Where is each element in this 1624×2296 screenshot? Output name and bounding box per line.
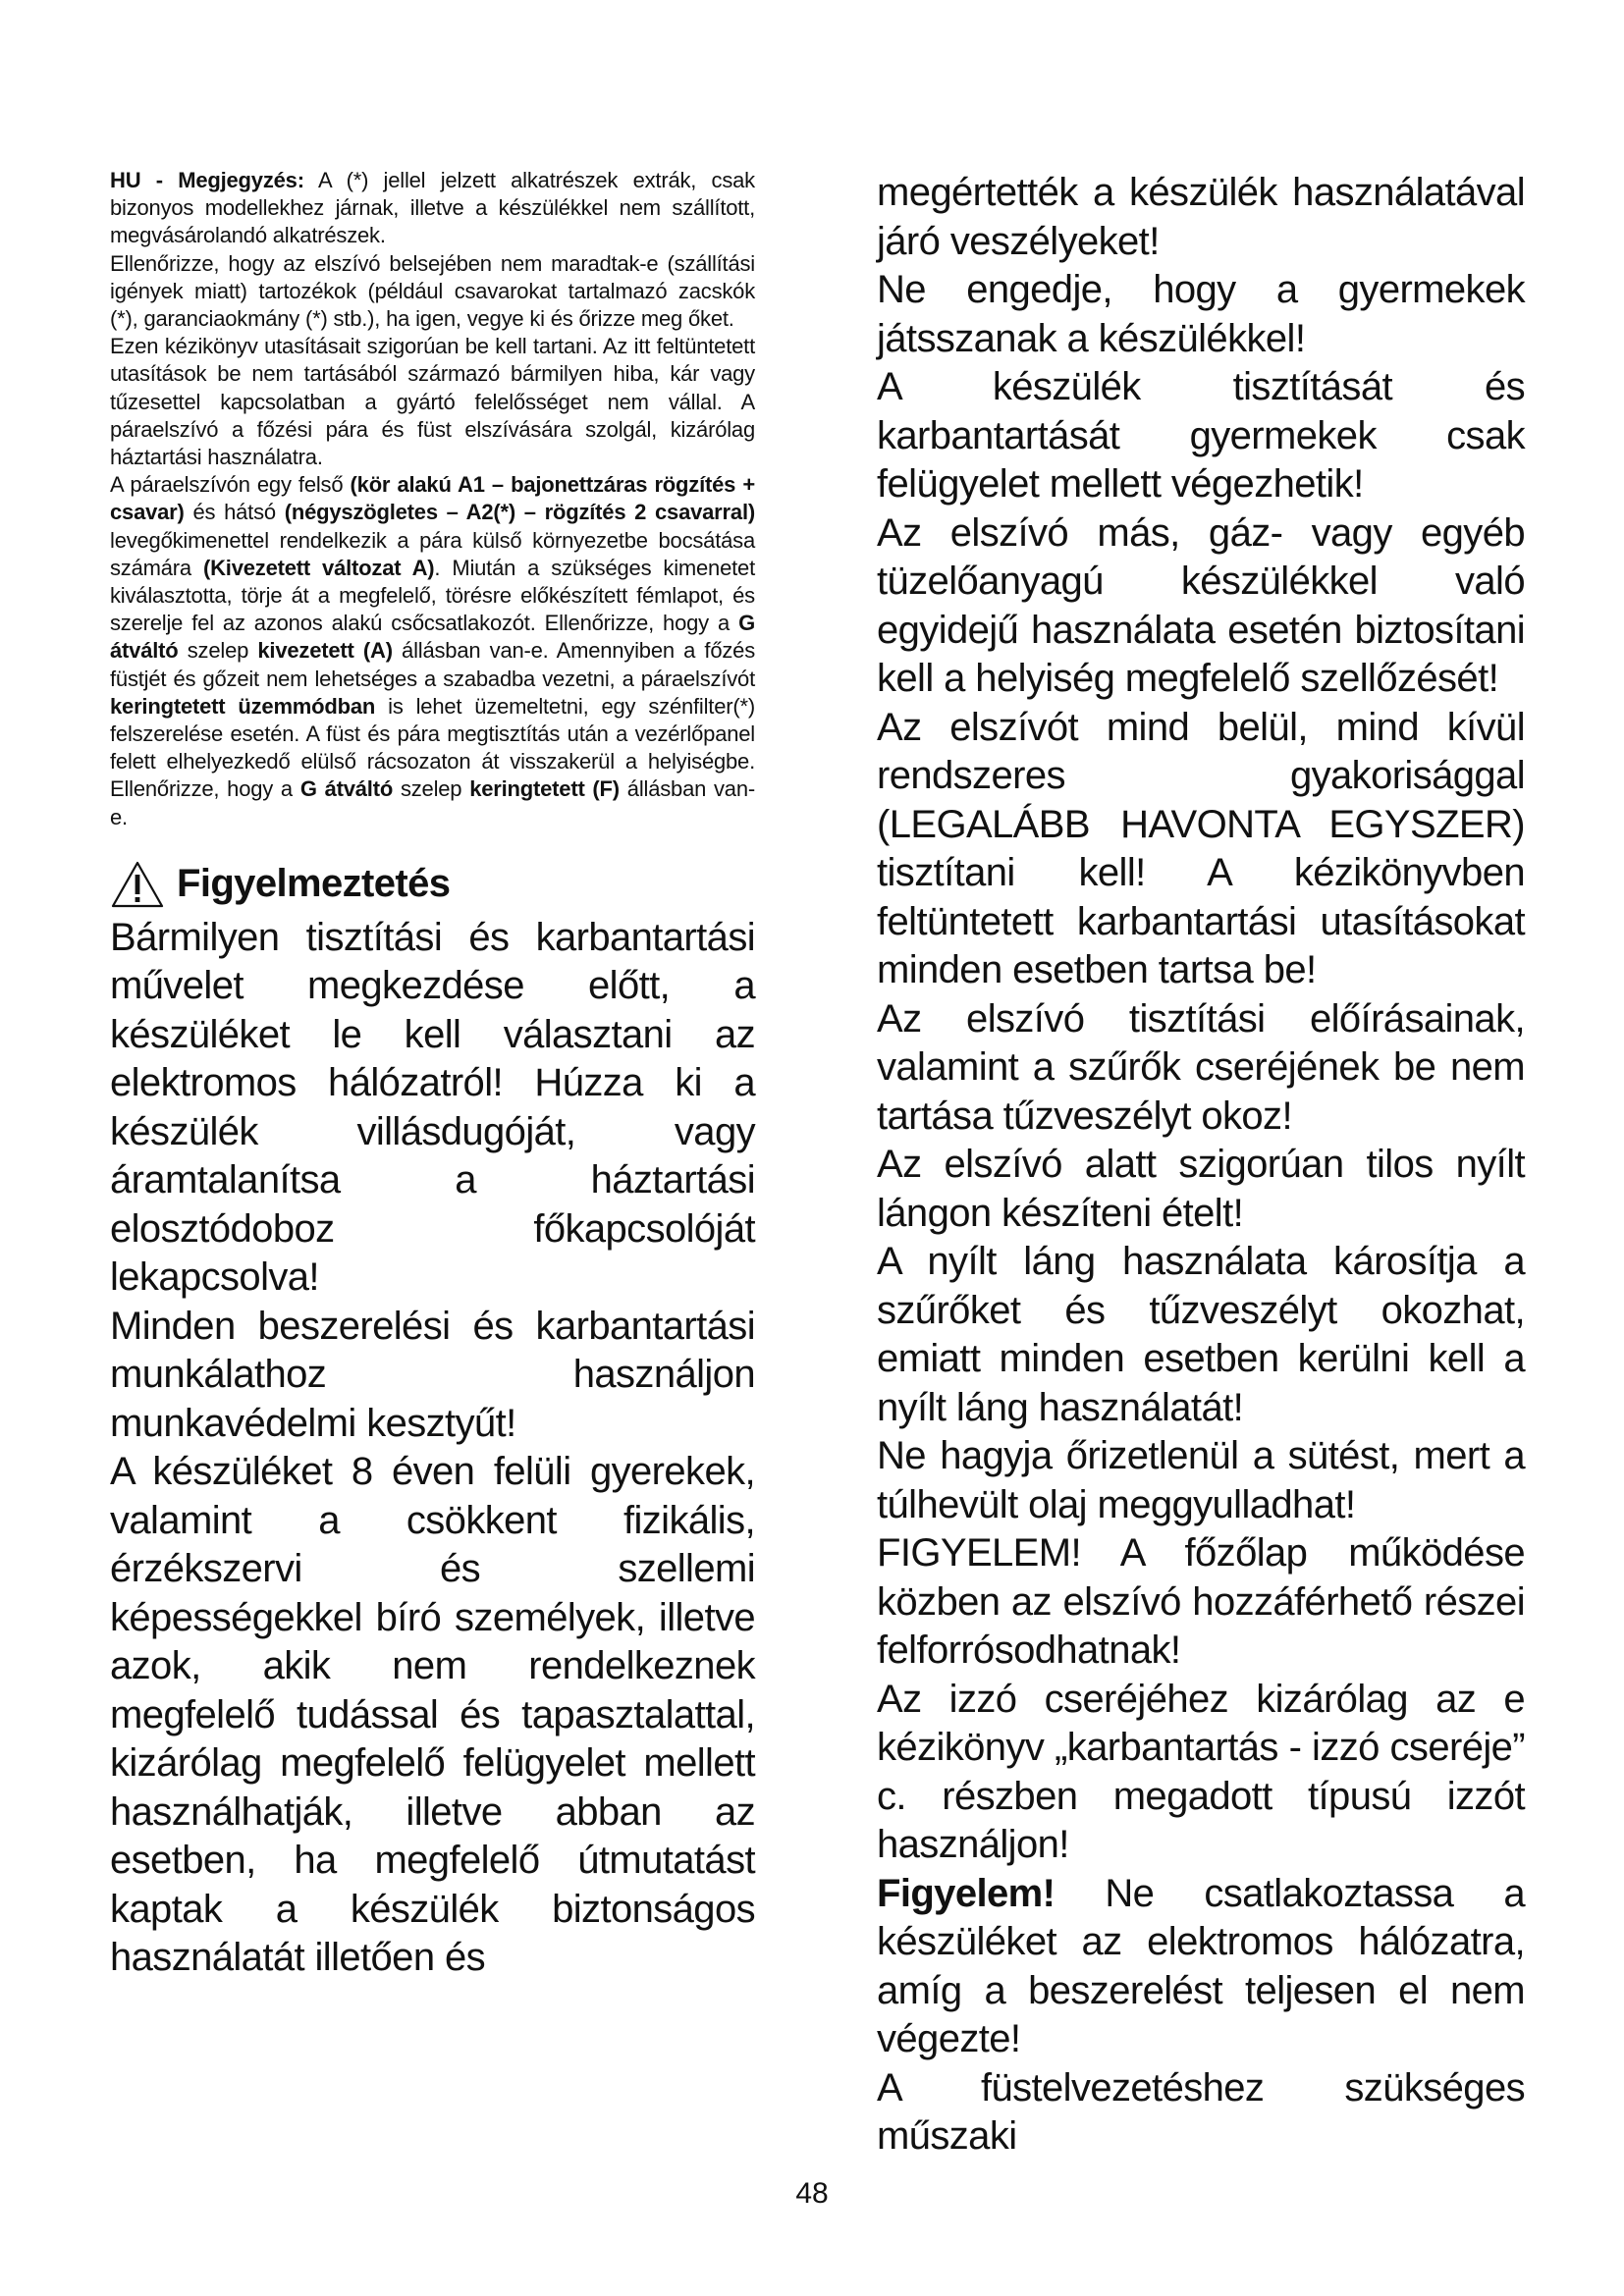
safety-paragraph: FIGYELEM! A főzőlap működése közben az elszívó hozzáférhető részei felforrósodhatnak! — [877, 1531, 1525, 1672]
warning-paragraph: A készüléket 8 éven felüli gyerekek, valamint a csökkent fizikális, érzékszervi és szellemi képességekkel bíró személyek, illetve azok, akik nem rendelkeznek megfelelő tudással és tapasztalattal, kizárólag megfelelő felügyelet mellett használhatják, illetve abban az esetben, ha megfelelő útmutatást kaptak a készülék biztonságos használatát illetően és — [110, 1450, 755, 1980]
page-number: 48 — [795, 2177, 829, 2210]
safety-paragraph: A készülék tisztítását és karbantartását gyermekek csak felügyelet mellett végezhetik! — [877, 365, 1525, 506]
vent-paragraph: A páraelszívón egy felső (kör alakú A1 – bajonettzáras rögzítés + csavar) és hátsó (négyszögletes – A2(*) – rögzítés 2 csavarral) levegőkimenettel rendelkezik a pára külső környezetbe bocsátása számára (Kivezetett változat A). Miután a szükséges kimenetet kiválasztotta, törje át a megfelelő, törésre előkészített fémlapot, és szerelje fel az azonos alakú csőcsatlakozót. Ellenőrizze, hogy a G átváltó szelep kivezetett (A) állásban van-e. Amennyiben a főzés füstjét és gőzeit nem lehetséges a szabadba vezetni, a páraelszívót keringtetett üzemmódban is lehet üzemeltetni, egy szénfilter(*) felszerelése esetén. A füst és pára megtisztítás után a vezérlőpanel felett elhelyezkedő elülső rácsozaton át visszakerül a helyiségbe. Ellenőrizze, hogy a G átváltó szelep keringtetett (F) állásban van-e. — [110, 472, 755, 829]
note-paragraph: HU - Megjegyzés: A (*) jellel jelzett alkatrészek extrák, csak bizonyos modellekhez járnak, illetve a készülékkel nem szállított, megvásárolandó alkatrészek. — [110, 168, 755, 248]
warning-paragraph: Bármilyen tisztítási és karbantartási művelet megkezdése előtt, a készüléket le kell választani az elektromos hálózatról! Húzza ki a készülék villásdugóját, vagy áramtalanítsa a háztartási elosztódoboz főkapcsolóját lekapcsolva! — [110, 915, 755, 1300]
safety-paragraph: megértették a készülék használatával járó veszélyeket! — [877, 171, 1525, 263]
warning-paragraph: Minden beszerelési és karbantartási munkálathoz használjon munkavédelmi kesztyűt! — [110, 1304, 755, 1445]
warning-triangle-icon — [110, 860, 165, 909]
right-column — [877, 169, 1525, 2162]
safety-paragraph: Ne engedje, hogy a gyermekek játsszanak a készülékkel! — [877, 268, 1525, 360]
safety-paragraph: Az elszívót mind belül, mind kívül rendszeres gyakorisággal (LEGALÁBB HAVONTA EGYSZER) tisztítani kell! A kézikönyvben feltüntetett karbantartási utasításokat minden esetben tartsa be! — [877, 705, 1525, 991]
safety-paragraph: Ne hagyja őrizetlenül a sütést, mert a túlhevült olaj meggyulladhat! — [877, 1434, 1525, 1526]
safety-paragraph: Az elszívó alatt szigorúan tilos nyílt lángon készíteni ételt! — [877, 1143, 1525, 1235]
warning-section — [110, 914, 755, 1983]
attention-label: Figyelem! — [877, 1871, 1056, 1915]
safety-paragraph: Az elszívó más, gáz- vagy egyéb tüzelőanyagú készülékkel való egyidejű használata esetén biztosítani kell a helyiség megfelelő szellőzését! — [877, 510, 1525, 700]
note-label: HU - Megjegyzés: — [110, 168, 304, 192]
left-column — [110, 167, 755, 1983]
safety-paragraph: Az elszívó tisztítási előírásainak, valamint a szűrők cseréjének be nem tartása tűzveszélyt okoz! — [877, 996, 1525, 1138]
notes-section — [110, 167, 755, 831]
safety-paragraph: A nyílt láng használata károsítja a szűrőket és tűzveszélyt okozhat, emiatt minden esetben kerülni kell a nyílt láng használatát! — [877, 1240, 1525, 1429]
note-paragraph: Ezen kézikönyv utasításait szigorúan be kell tartani. Az itt feltüntetett utasítások be nem tartásából származó bármilyen hiba, kár vagy tűzesettel kapcsolatban a gyártó felelősséget nem vállal. A páraelszívó a főzési pára és füst elszívására szolgál, kizárólag háztartási használatra. — [110, 334, 755, 470]
note-paragraph: Ellenőrizze, hogy az elszívó belsejében nem maradtak-e (szállítási igények miatt) tartozékok (például csavarokat tartalmazó zacskók (*), garanciaokmány (*) stb.), ha igen, vegye ki és őrizze meg őket. — [110, 250, 755, 332]
warning-heading — [110, 857, 755, 912]
warning-title: Figyelmeztetés — [177, 862, 451, 906]
safety-paragraph: A füstelvezetéshez szükséges műszaki — [877, 2065, 1525, 2158]
attention-paragraph: Figyelem! Ne csatlakoztassa a készüléket az elektromos hálózatra, amíg a beszerelést teljesen el nem végezte! — [877, 1871, 1525, 2060]
safety-paragraph: Az izzó cseréjéhez kizárólag az e kézikönyv „karbantartás - izzó cseréje” c. részben megadott típusú izzót használjon! — [877, 1677, 1525, 1866]
